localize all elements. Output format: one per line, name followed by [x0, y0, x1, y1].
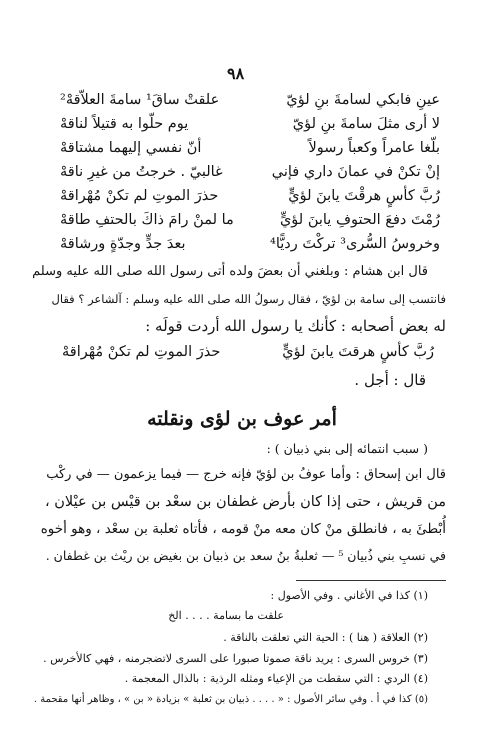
prose-line: في نسبِ بني ذُبيان ⁵ — ثعلبةُ بنُ سعد بن ذبيان بن بغيض بن ريْث بن غطفان . [45, 548, 446, 563]
footnote-number: (١) [413, 589, 428, 602]
footnote-text: خروس السرى : يريد ناقة صموتا صبورا على السرى لاتضجرمنه ، فهي كالأخرس . [43, 652, 410, 665]
verse-hemistich-first: لا أرى مثلَ سامةَ بنِ لؤيّ [292, 116, 440, 132]
verse-hemistich-first: رُبَّ كأسٍ هرقتَ يابنَ لؤيٍّ [282, 344, 434, 360]
footnote-text: كذا في الأغاني . وفي الأصول : [270, 589, 410, 602]
footnote-text: الردي : التي سقطت من الإعياء ومثله الرذية : بالذال المعجمة . [124, 672, 410, 685]
prose-line: قال ابن هشام : وبلغني أن بعضَ ولده أتى رسول الله صلى الله عليه وسلم [32, 264, 428, 279]
prose-line: فانتسب إلى سامة بن لؤيّ ، فقال رسولُ الله صلى الله عليه وسلم : آلشاعر ؟ فقال [51, 292, 446, 306]
footnote [223, 630, 428, 646]
prose-line: قال ابن إسحاق : وأما عوفُ بن لؤيّ فإنه خرج — فيما يزعمون — في ركْب [46, 467, 446, 482]
verse-hemistich-first: وخروسُ السُّرى³ تركْتَ رديًّا⁴ [270, 236, 440, 252]
verse-hemistich-first: إنْ تكنْ في عمانَ داري فإني [271, 164, 440, 180]
footnote-number: (٥) [414, 694, 428, 705]
quoted-verse [62, 342, 434, 362]
verse-hemistich-second: يوم حلّوا به قتيلاً لناقهْ [60, 116, 189, 132]
section-heading: أمر عوف بن لؤى ونقلته [147, 408, 337, 430]
footnote [34, 692, 428, 708]
answer-line: قال : أجل . [354, 371, 426, 389]
poem-verse [60, 210, 440, 230]
verse-hemistich-second: حذرَ الموتِ لم تكنْ مُهْراقهْ [60, 188, 219, 204]
footnote-quote: علقت ما بسامة . . . . الخ [168, 609, 284, 622]
poem-verse [60, 234, 440, 254]
footnote [271, 588, 428, 604]
verse-hemistich-first: بلّغا عامراً وكعباً رسولاً [308, 140, 440, 156]
footnote-number: (٢) [413, 631, 428, 644]
verse-hemistich-second: أنّ نفسي إليهما مشتاقهْ [60, 140, 202, 156]
verse-hemistich-second: حذرَ الموتِ لم تكنْ مُهْراقهْ [62, 344, 221, 360]
verse-hemistich-second: بعدَ جدٍّ وجدّةٍ ورشاقهْ [60, 236, 186, 252]
verse-hemistich-second: غالبيّ . خرجتُ من غيرِ ناقهْ [60, 164, 223, 180]
footnote-divider [296, 580, 446, 581]
poem-verse [60, 186, 440, 206]
footnote-number: (٤) [413, 672, 428, 685]
poem-verse [60, 162, 440, 182]
verse-hemistich-first: رُبَّ كأسٍ هرقْتَ يابنَ لؤيٍّ [288, 188, 440, 204]
verse-hemistich-first: عينِ فابكي لسامةَ بنِ لؤيّ [286, 92, 440, 108]
footnote-text: كذا في أ . وفي سائر الأصول : « . . . . ذبيان بن ثعلبة » بزيادة « بن » ، وظاهر أنها مقحمة . [33, 694, 412, 705]
subheading: ( سبب انتمائه إلى بني ذبيان ) : [266, 441, 428, 456]
prose-line: من قريش ، حتى إذا كان بأرض غطفان بن سعْد بن قيْس بن عيْلان ، [44, 494, 446, 510]
poem-verse [60, 138, 440, 158]
verse-hemistich-second: ما لمنْ رامَ ذاكَ بالحتفِ طاقهْ [60, 212, 234, 228]
poem-verse [60, 114, 440, 134]
poem-verse [60, 90, 440, 110]
prose-line: له بعض أصحابه : كأنك يا رسول الله أردت قولَه : [145, 317, 446, 335]
footnote-text: العلاقة ( هنا ) : الحية التي تعلقت بالناقة . [223, 631, 410, 644]
prose-line: أُبْطئَ به ، فانطلق منْ كان معه منْ قومه ، فأتاه ثعلبة بن سعْد ، وهو أخوه [40, 521, 446, 537]
page-number: ٩٨ [227, 64, 245, 83]
verse-hemistich-second: علقتْ ساقَ¹ سامةَ العلاّقهْ² [60, 92, 220, 108]
footnote [125, 671, 428, 687]
footnote-number: (٣) [413, 652, 428, 665]
footnote [43, 651, 428, 667]
verse-hemistich-first: رُمْتَ دفعَ الحتوفِ يابنَ لؤيٍّ [279, 212, 440, 228]
